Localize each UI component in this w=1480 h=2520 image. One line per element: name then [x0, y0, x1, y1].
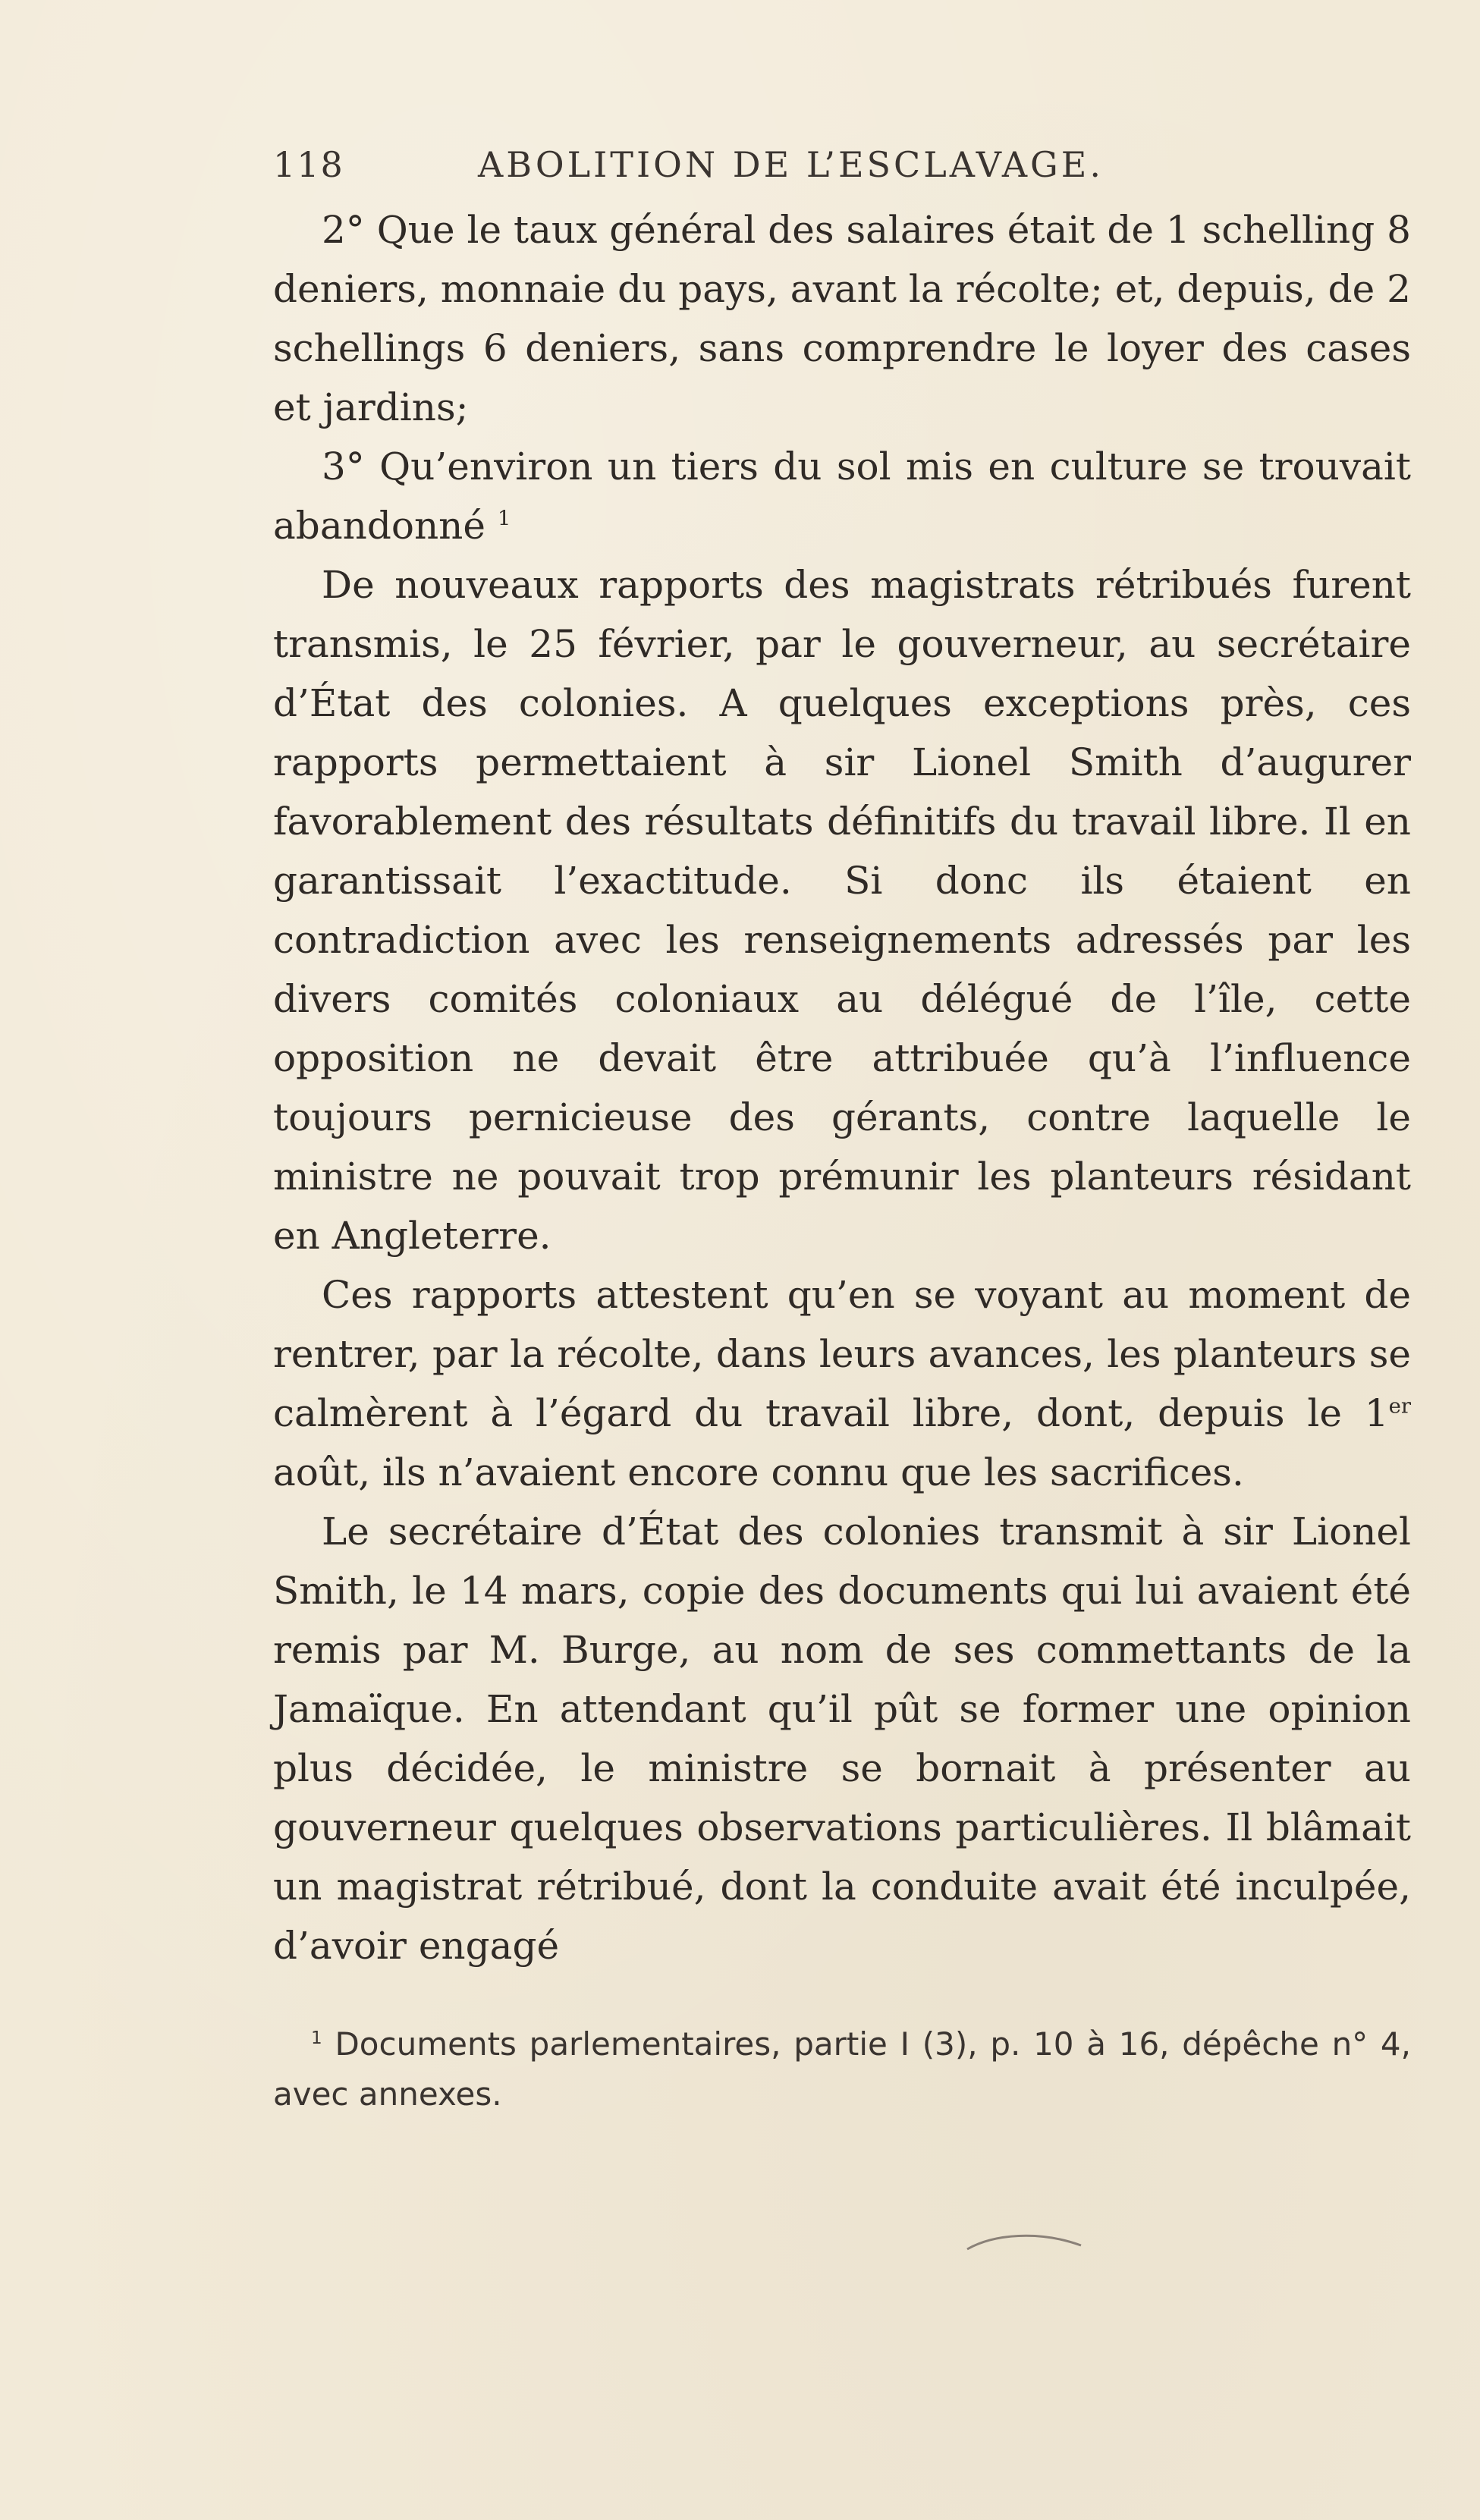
paragraph-text: Le secrétaire d’État des colonies transmit à sir Lionel Smith, le 14 mars, copie des documents qui lui avaient été remis par M. Burge, au nom de ses commettants de la Jamaïque. En attendant qu’il pût se former une opinion plus décidée, le ministre se bornait à présenter au gouverneur quelques observations particulières. Il blâmait un magistrat rétribué, dont la conduite avait été inculpée, d’avoir engagé [273, 1510, 1411, 1968]
date-ordinal: er [1388, 1394, 1411, 1419]
footnotes [273, 2019, 1411, 2119]
paragraph-text: 2° Que le taux général des salaires était de 1 schelling 8 deniers, monnaie du pays, avant la récolte; et, depuis, de 2 schellings 6 deniers, sans comprendre le loyer des cases et jardins; [273, 208, 1411, 429]
paragraph [273, 200, 1411, 437]
pencil-mark-icon [963, 2230, 1085, 2253]
footnote [273, 2019, 1411, 2119]
running-title: ABOLITION DE L’ESCLAVAGE. [478, 144, 1104, 185]
date-day: 1 [1364, 1391, 1389, 1435]
paragraph-text-end: août, ils n’avaient encore connu que les sacrifices. [273, 1450, 1244, 1494]
running-header [273, 144, 1411, 197]
paragraph [273, 555, 1411, 1265]
paragraph [273, 1265, 1411, 1502]
paragraph-text: Ces rapports attestent qu’en se voyant au moment de rentrer, par la récolte, dans leurs avances, les planteurs se calmèrent à l’égard du travail libre, dont, depuis le [273, 1273, 1411, 1435]
footnote-text: Documents parlementaires, partie I (3), p. 10 à 16, dépêche n° 4, avec annexes. [273, 2025, 1411, 2113]
page-number: 118 [273, 144, 344, 185]
text-block [273, 144, 1411, 2119]
paragraph-text: De nouveaux rapports des magistrats rétribués furent transmis, le 25 février, par le gouverneur, au secrétaire d’État des colonies. A quelques exceptions près, ces rapports permettaient à sir Lionel Smith d’augurer favorablement des résultats définitifs du travail libre. Il en garantissait l’exactitude. Si donc ils étaient en contradiction avec les renseignements adressés par les divers comités coloniaux au délégué de l’île, cette opposition ne devait être attribuée qu’à l’influence toujours pernicieuse des gérants, contre laquelle le ministre ne pouvait trop prémunir les planteurs résidant en Angleterre. [273, 563, 1411, 1258]
footnote-reference: 1 [497, 506, 511, 531]
footnote-marker: 1 [311, 2028, 322, 2048]
body-text [273, 200, 1411, 1975]
paragraph [273, 437, 1411, 555]
paragraph-text: 3° Qu’environ un tiers du sol mis en culture se trouvait abandonné [273, 445, 1411, 548]
paragraph [273, 1502, 1411, 1975]
